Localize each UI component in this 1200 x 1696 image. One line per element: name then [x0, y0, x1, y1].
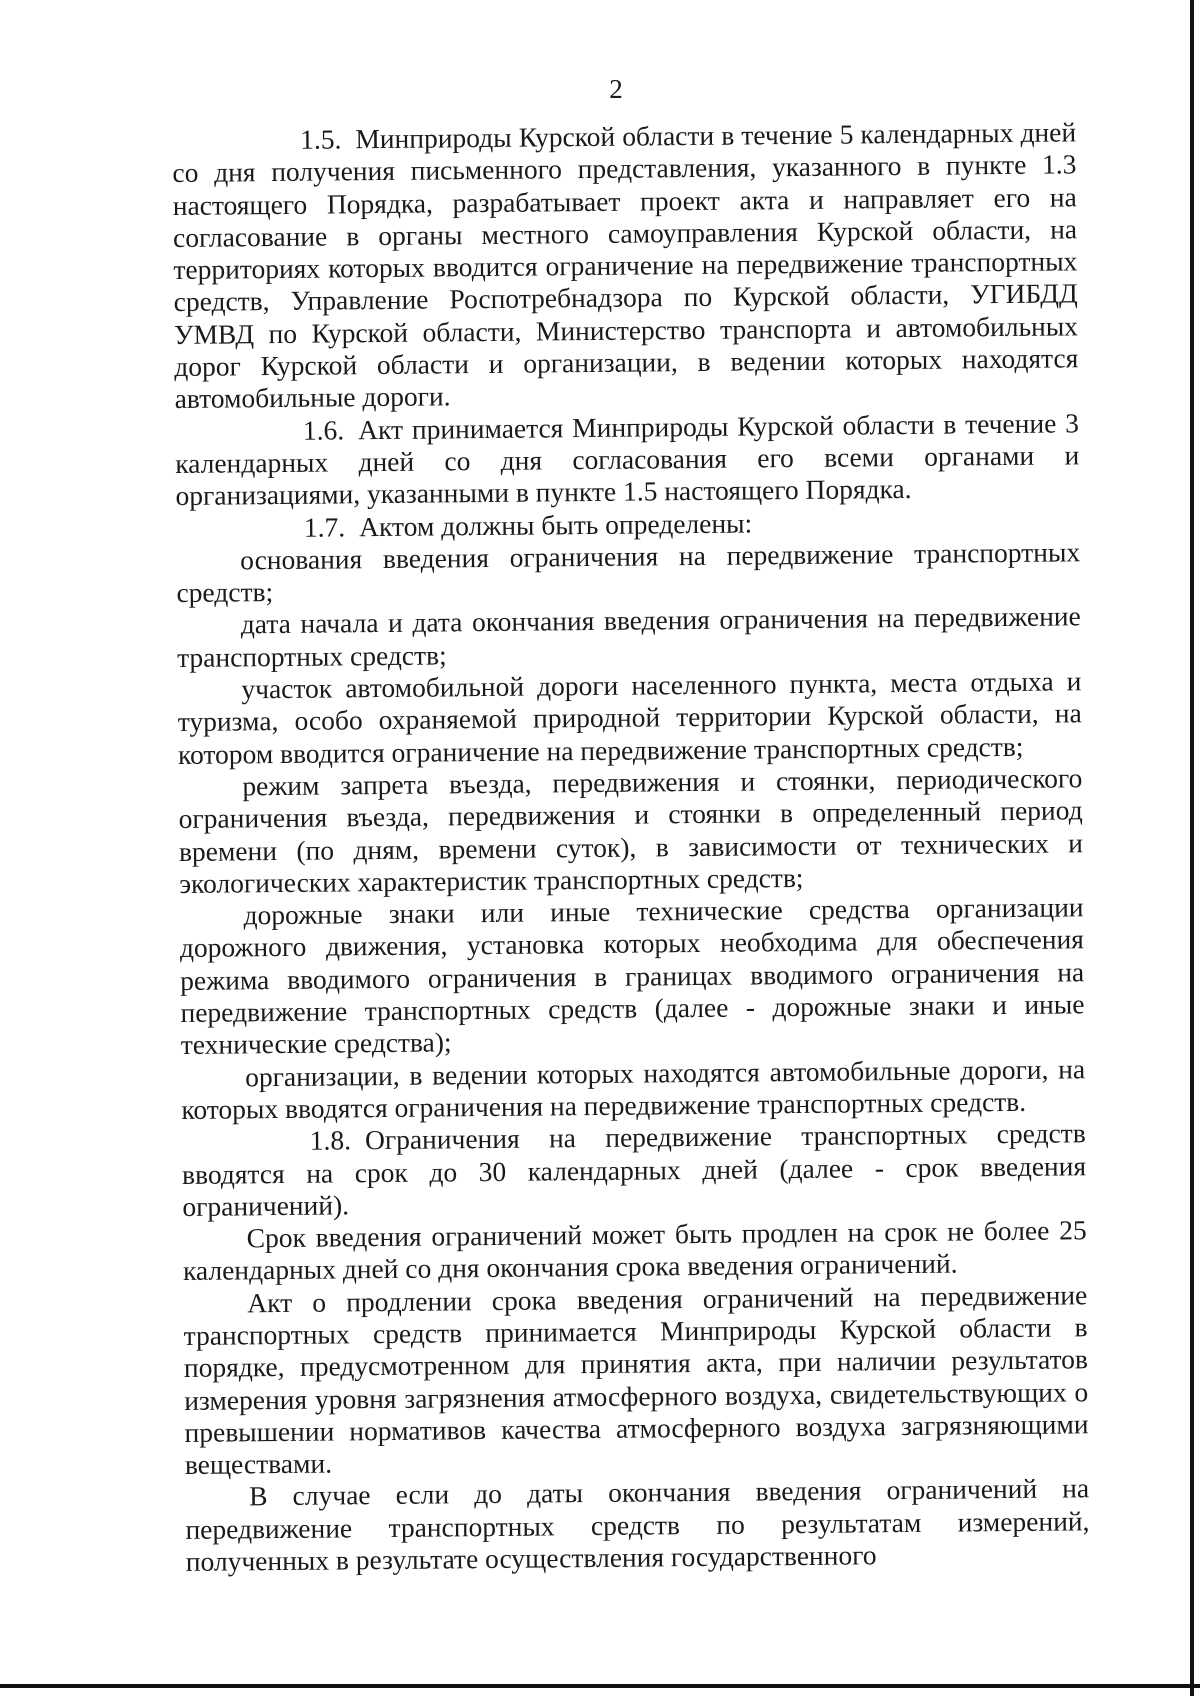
paragraph-text: Акт принимается Минприроды Курской области в течение 3 календарных дней со дня согласования его всеми органами и организациями, указанными в пункте 1.5 настоящего Порядка.: [175, 406, 1080, 512]
paragraph-1-8: [182, 1117, 1087, 1223]
paragraph-extension-act: Акт о продлении срока введения ограничений на передвижение транспортных средств принимается Минприроды Курской области в порядке, предусмотренном для принятия акта, при наличии результатов измерения уровня загрязнения атмосферного воздуха, свидетельствующих о превышении нормативов качества атмосферного воздуха загрязняющими веществами.: [183, 1278, 1089, 1481]
paragraph-text: Ограничения на передвижение транспортных средств вводятся на срок до 30 календарных дней (далее - срок введения ограничений).: [181, 1117, 1087, 1222]
paragraph-extension-term: Срок введения ограничений может быть продлен на срок не более 25 календарных дней со дня окончания срока введения ограничений.: [182, 1214, 1087, 1287]
paragraph-1-6: [175, 407, 1080, 513]
clause-number: 1.6.: [302, 414, 345, 446]
paragraph-dates: дата начала и дата окончания введения ограничения на передвижение транспортных средств;: [176, 600, 1081, 673]
paragraph-text: Актом должны быть определены:: [358, 507, 753, 542]
paragraph-road-section: участок автомобильной дороги населенного пункта, места отдыха и туризма, особо охраняемой природной территории Курской области, на котором вводится ограничение на передвижение транспортных средств;: [177, 665, 1082, 770]
page-number: 2: [609, 74, 623, 104]
document-body: [172, 116, 1090, 1578]
paragraph-regime: режим запрета въезда, передвижения и стоянки, периодического ограничения въезда, передвижения и стоянки в определенный период времени (по дням, времени суток), в зависимости от технических и экологических характеристик транспортных средств;: [178, 762, 1084, 899]
clause-number: 1.8.: [309, 1124, 352, 1156]
paragraph-text: Минприроды Курской области в течение 5 календарных дней со дня получения письменного представления, указанного в пункте 1.3 настоящего Порядка, разрабатывает проект акта и направляет его на согласование в органы местного самоуправления Курской области, на территориях которых вводится ограничение на передвижение транспортных средств, Управление Роспотребнадзора по Курской области, УГИБДД УМВД по Курской области, Министерство транспорта и автомобильных дорог Курской области и организации, в ведении которых находятся автомобильные дороги.: [172, 116, 1079, 415]
paragraph-road-signs: дорожные знаки или иные технические средства организации дорожного движения, установка которых необходима для обеспечения режима вводимого ограничения в границах вводимого ограничения на передвижение транспортных средств (далее - дорожные знаки и иные технические средства);: [179, 891, 1085, 1061]
scan-edge-bottom: [0, 1684, 1200, 1688]
paragraph-measurements: В случае если до даты окончания введения ограничений на передвижение транспортных средств по результатам измерений, полученных в результате осуществления государственного: [185, 1472, 1090, 1577]
scan-edge-right: [1190, 0, 1194, 1696]
clause-number: 1.5.: [299, 123, 342, 155]
paragraph-1-5: [172, 116, 1079, 415]
clause-number: 1.7.: [303, 510, 346, 543]
paragraph-grounds: основания введения ограничения на передвижение транспортных средств;: [176, 536, 1081, 609]
paragraph-organizations: организации, в ведении которых находятся автомобильные дороги, на которых вводятся ограничения на передвижение транспортных средств.: [181, 1052, 1086, 1125]
